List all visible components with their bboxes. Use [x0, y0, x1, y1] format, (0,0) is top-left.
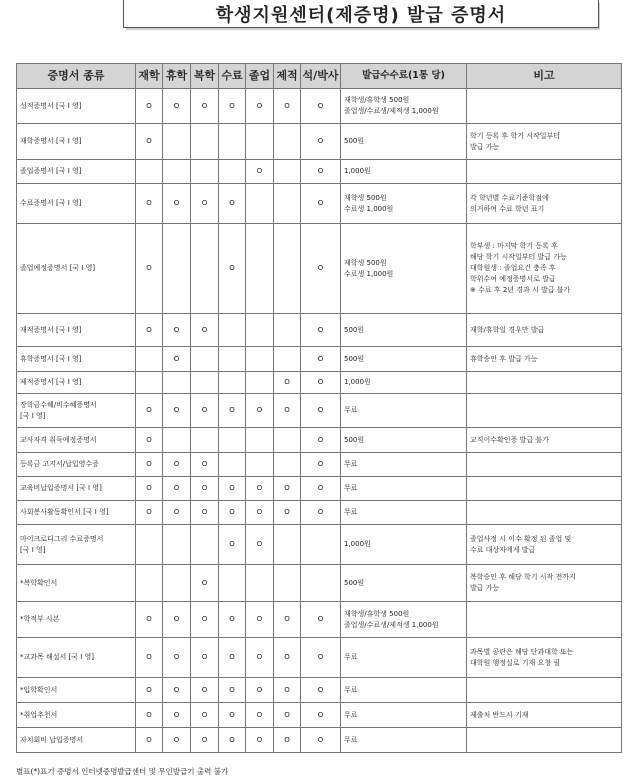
header-enrolled: 재학 — [136, 64, 163, 89]
mark-cell-completion: O — [219, 184, 246, 224]
mark-cell-graduate: O — [246, 160, 274, 184]
mark-cell-enrolled: O — [136, 477, 163, 501]
note-cell: 학기 등록 후 학기 시작일부터 발급 가능 — [467, 124, 622, 160]
cert-name-cell: 졸업예정증명서 [국 I 영] — [17, 224, 136, 314]
mark-cell-completion — [219, 314, 246, 347]
mark-cell-completion: O — [219, 703, 246, 728]
fee-cell: 재학생 500원 수료생 1,000원 — [341, 184, 467, 224]
mark-cell-leave — [163, 124, 191, 160]
cert-name-cell: 교육비납입증명서 [국 I 영] — [17, 477, 136, 501]
note-cell: 교직이수확인증 발급 불가 — [467, 428, 622, 453]
table-row — [17, 160, 622, 184]
mark-cell-masters-phd: O — [301, 372, 341, 394]
cert-name-cell: 제적증명서 [국 I 영] — [17, 372, 136, 394]
table-row — [17, 89, 622, 124]
mark-cell-completion — [219, 453, 246, 477]
mark-cell-expelled: O — [274, 728, 301, 753]
mark-cell-graduate — [246, 453, 274, 477]
mark-cell-masters-phd: O — [301, 160, 341, 184]
table-row — [17, 728, 622, 753]
mark-cell-leave: O — [163, 638, 191, 678]
mark-cell-expelled: O — [274, 703, 301, 728]
note-cell — [467, 728, 622, 753]
cert-name-cell: *교과목 해설서 [국 I 영] — [17, 638, 136, 678]
mark-cell-return: O — [191, 89, 219, 124]
mark-cell-enrolled: O — [136, 184, 163, 224]
cert-name-cell: 자치회비 납입증명서 — [17, 728, 136, 753]
mark-cell-completion — [219, 565, 246, 602]
mark-cell-expelled — [274, 428, 301, 453]
mark-cell-leave: O — [163, 728, 191, 753]
mark-cell-leave: O — [163, 703, 191, 728]
note-cell: 과목별 공란은 해당 단과대학 또는 대학원 행정실로 기재 요청 필 — [467, 638, 622, 678]
mark-cell-completion: O — [219, 224, 246, 314]
fee-cell: 500원 — [341, 428, 467, 453]
mark-cell-completion: O — [219, 501, 246, 525]
mark-cell-graduate — [246, 224, 274, 314]
mark-cell-completion: O — [219, 394, 246, 428]
mark-cell-enrolled — [136, 160, 163, 184]
header-return: 복학 — [191, 64, 219, 89]
mark-cell-leave: O — [163, 347, 191, 372]
mark-cell-leave: O — [163, 678, 191, 703]
mark-cell-return: O — [191, 728, 219, 753]
mark-cell-graduate — [246, 347, 274, 372]
mark-cell-return — [191, 124, 219, 160]
mark-cell-return: O — [191, 501, 219, 525]
cert-name-cell: 휴학증명서 [국 I 영] — [17, 347, 136, 372]
mark-cell-completion: O — [219, 477, 246, 501]
fee-cell: 무료 — [341, 453, 467, 477]
mark-cell-leave — [163, 565, 191, 602]
cert-name-cell: 수료증명서 [국 I 영] — [17, 184, 136, 224]
mark-cell-return — [191, 347, 219, 372]
fee-cell: 무료 — [341, 477, 467, 501]
mark-cell-return: O — [191, 638, 219, 678]
mark-cell-expelled — [274, 224, 301, 314]
cert-name-cell: 등록금 고지서/납입영수증 — [17, 453, 136, 477]
note-cell: 학부생 : 마지막 학기 등록 후 해당 학기 시작일부터 발급 가능 대학원생 : 졸업요건 충족 후 학위수여 예정증명서로 발급 ※ 수료 후 2년 경과 시 발급 불가 — [467, 224, 622, 314]
mark-cell-completion: O — [219, 678, 246, 703]
note-cell: 졸업사정 시 이수 확정 된 졸업 및 수료 대상자에게 발급 — [467, 525, 622, 565]
fee-cell: 무료 — [341, 703, 467, 728]
mark-cell-completion: O — [219, 525, 246, 565]
header-graduate: 졸업 — [246, 64, 274, 89]
mark-cell-expelled — [274, 525, 301, 565]
mark-cell-enrolled: O — [136, 224, 163, 314]
note-cell — [467, 372, 622, 394]
note-cell — [467, 394, 622, 428]
mark-cell-expelled — [274, 565, 301, 602]
fee-cell: 재학생/휴학생 500원 졸업생/수료생/제적생 1,000원 — [341, 89, 467, 124]
table-row — [17, 477, 622, 501]
footnote: 별표(*)표기 증명서 인터넷증명발급센터 및 무인발급기 출력 불가 — [16, 767, 229, 776]
mark-cell-expelled — [274, 347, 301, 372]
mark-cell-expelled — [274, 160, 301, 184]
mark-cell-masters-phd: O — [301, 453, 341, 477]
cert-name-cell: 성적증명서 [국 I 영] — [17, 89, 136, 124]
note-cell: 복학승인 후 해당 학기 시작 전까지 발급 가능 — [467, 565, 622, 602]
note-cell: 각 학년별 수료기준학점에 의거하여 수료 학년 표기 — [467, 184, 622, 224]
mark-cell-enrolled: O — [136, 638, 163, 678]
table-row — [17, 678, 622, 703]
cert-name-cell: 사회봉사활동확인서 [국 I 영] — [17, 501, 136, 525]
fee-cell: 1,000원 — [341, 160, 467, 184]
fee-cell: 1,000원 — [341, 372, 467, 394]
mark-cell-return: O — [191, 394, 219, 428]
table-header-row — [17, 64, 622, 89]
mark-cell-leave — [163, 372, 191, 394]
mark-cell-return — [191, 160, 219, 184]
mark-cell-completion — [219, 124, 246, 160]
mark-cell-expelled: O — [274, 501, 301, 525]
mark-cell-completion: O — [219, 89, 246, 124]
mark-cell-expelled: O — [274, 638, 301, 678]
mark-cell-masters-phd: O — [301, 428, 341, 453]
fee-cell: 500원 — [341, 347, 467, 372]
table-row — [17, 602, 622, 638]
header-masters-phd: 석/박사 — [301, 64, 341, 89]
cert-name-cell: 교사자격 취득예정증명서 — [17, 428, 136, 453]
mark-cell-enrolled — [136, 347, 163, 372]
fee-cell: 재학생 500원 수료생 1,000원 — [341, 224, 467, 314]
mark-cell-leave: O — [163, 501, 191, 525]
mark-cell-leave: O — [163, 602, 191, 638]
fee-cell: 500원 — [341, 314, 467, 347]
mark-cell-masters-phd — [301, 565, 341, 602]
mark-cell-graduate: O — [246, 89, 274, 124]
cert-name-cell: *복학확인서 — [17, 565, 136, 602]
table-row — [17, 565, 622, 602]
mark-cell-enrolled: O — [136, 678, 163, 703]
mark-cell-enrolled: O — [136, 314, 163, 347]
fee-cell: 무료 — [341, 638, 467, 678]
note-cell — [467, 501, 622, 525]
mark-cell-masters-phd: O — [301, 394, 341, 428]
table-row — [17, 224, 622, 314]
mark-cell-return: O — [191, 184, 219, 224]
mark-cell-masters-phd: O — [301, 602, 341, 638]
cert-name-cell: 재학증명서 [국 I 영] — [17, 124, 136, 160]
fee-cell: 무료 — [341, 501, 467, 525]
mark-cell-graduate: O — [246, 638, 274, 678]
mark-cell-masters-phd: O — [301, 224, 341, 314]
mark-cell-return: O — [191, 314, 219, 347]
mark-cell-graduate: O — [246, 602, 274, 638]
header-expelled: 제적 — [274, 64, 301, 89]
mark-cell-completion — [219, 372, 246, 394]
mark-cell-masters-phd: O — [301, 678, 341, 703]
mark-cell-return — [191, 372, 219, 394]
table-row — [17, 453, 622, 477]
mark-cell-enrolled: O — [136, 602, 163, 638]
note-cell: 휴학승인 후 발급 가능 — [467, 347, 622, 372]
mark-cell-masters-phd: O — [301, 703, 341, 728]
mark-cell-expelled: O — [274, 602, 301, 638]
table-row — [17, 124, 622, 160]
mark-cell-graduate — [246, 124, 274, 160]
mark-cell-graduate: O — [246, 678, 274, 703]
mark-cell-leave: O — [163, 453, 191, 477]
mark-cell-completion — [219, 347, 246, 372]
mark-cell-completion: O — [219, 638, 246, 678]
mark-cell-return — [191, 525, 219, 565]
mark-cell-graduate: O — [246, 394, 274, 428]
header-leave: 휴학 — [163, 64, 191, 89]
mark-cell-graduate — [246, 314, 274, 347]
fee-cell: 무료 — [341, 678, 467, 703]
mark-cell-masters-phd: O — [301, 638, 341, 678]
mark-cell-return: O — [191, 678, 219, 703]
mark-cell-enrolled: O — [136, 394, 163, 428]
mark-cell-enrolled: O — [136, 501, 163, 525]
certificate-table — [16, 63, 622, 753]
note-cell — [467, 678, 622, 703]
table-row — [17, 372, 622, 394]
mark-cell-leave: O — [163, 184, 191, 224]
note-cell — [467, 602, 622, 638]
mark-cell-masters-phd — [301, 525, 341, 565]
mark-cell-leave — [163, 428, 191, 453]
mark-cell-masters-phd: O — [301, 89, 341, 124]
mark-cell-graduate — [246, 372, 274, 394]
cert-name-cell: *학적부 사본 — [17, 602, 136, 638]
fee-cell: 무료 — [341, 394, 467, 428]
mark-cell-return: O — [191, 602, 219, 638]
mark-cell-leave: O — [163, 394, 191, 428]
note-cell — [467, 89, 622, 124]
table-row — [17, 314, 622, 347]
mark-cell-expelled — [274, 184, 301, 224]
table-row — [17, 428, 622, 453]
mark-cell-masters-phd: O — [301, 501, 341, 525]
mark-cell-enrolled: O — [136, 703, 163, 728]
mark-cell-graduate: O — [246, 477, 274, 501]
table-body — [17, 89, 622, 753]
fee-cell: 500원 — [341, 565, 467, 602]
mark-cell-expelled: O — [274, 372, 301, 394]
mark-cell-leave — [163, 160, 191, 184]
header-completion: 수료 — [219, 64, 246, 89]
mark-cell-expelled: O — [274, 394, 301, 428]
mark-cell-return: O — [191, 477, 219, 501]
table-row — [17, 638, 622, 678]
mark-cell-enrolled — [136, 372, 163, 394]
mark-cell-masters-phd: O — [301, 314, 341, 347]
mark-cell-graduate — [246, 565, 274, 602]
fee-cell: 무료 — [341, 728, 467, 753]
page-title: 학생지원센터(제증명) 발급 증명서 — [215, 4, 507, 26]
mark-cell-leave: O — [163, 314, 191, 347]
mark-cell-masters-phd: O — [301, 477, 341, 501]
header-cert-type: 증명서 종류 — [17, 64, 136, 89]
mark-cell-leave — [163, 224, 191, 314]
header-note: 비고 — [467, 64, 622, 89]
mark-cell-leave — [163, 525, 191, 565]
header-fee: 발급수수료(1통 당) — [341, 64, 467, 89]
mark-cell-expelled — [274, 453, 301, 477]
mark-cell-graduate: O — [246, 703, 274, 728]
mark-cell-enrolled — [136, 525, 163, 565]
table-row — [17, 184, 622, 224]
mark-cell-expelled — [274, 124, 301, 160]
mark-cell-enrolled: O — [136, 453, 163, 477]
mark-cell-enrolled: O — [136, 728, 163, 753]
mark-cell-completion: O — [219, 728, 246, 753]
mark-cell-masters-phd: O — [301, 347, 341, 372]
table-row — [17, 703, 622, 728]
note-cell — [467, 477, 622, 501]
cert-name-cell: *취업추천서 — [17, 703, 136, 728]
mark-cell-completion — [219, 160, 246, 184]
title-box — [123, 0, 599, 28]
mark-cell-leave: O — [163, 477, 191, 501]
note-cell: 제출처 반드시 기재 — [467, 703, 622, 728]
mark-cell-return: O — [191, 565, 219, 602]
mark-cell-enrolled: O — [136, 124, 163, 160]
mark-cell-return — [191, 428, 219, 453]
mark-cell-return: O — [191, 453, 219, 477]
note-cell: 재학/휴학일 경우만 발급 — [467, 314, 622, 347]
cert-name-cell: 마이크로디그리 수료증명서 [국 I 영] — [17, 525, 136, 565]
mark-cell-masters-phd: O — [301, 124, 341, 160]
cert-name-cell: 장학금수혜/비수혜증명서 [국 I 영] — [17, 394, 136, 428]
cert-name-cell: *입학확인서 — [17, 678, 136, 703]
mark-cell-expelled: O — [274, 678, 301, 703]
mark-cell-completion — [219, 428, 246, 453]
mark-cell-enrolled — [136, 565, 163, 602]
table-row — [17, 501, 622, 525]
mark-cell-graduate: O — [246, 501, 274, 525]
mark-cell-completion: O — [219, 602, 246, 638]
fee-cell: 500원 — [341, 124, 467, 160]
mark-cell-enrolled: O — [136, 428, 163, 453]
table-row — [17, 347, 622, 372]
cert-name-cell: 졸업증명서 [국 I 영] — [17, 160, 136, 184]
note-cell — [467, 160, 622, 184]
mark-cell-masters-phd: O — [301, 184, 341, 224]
note-cell — [467, 453, 622, 477]
mark-cell-expelled — [274, 314, 301, 347]
mark-cell-expelled: O — [274, 89, 301, 124]
mark-cell-graduate: O — [246, 728, 274, 753]
mark-cell-masters-phd: O — [301, 728, 341, 753]
fee-cell: 1,000원 — [341, 525, 467, 565]
table-row — [17, 525, 622, 565]
table-row — [17, 394, 622, 428]
cert-name-cell: 재적증명서 [국 I 영] — [17, 314, 136, 347]
fee-cell: 재학생/휴학생 500원 졸업생/수료생/제적생 1,000원 — [341, 602, 467, 638]
mark-cell-expelled: O — [274, 477, 301, 501]
mark-cell-return: O — [191, 703, 219, 728]
mark-cell-graduate — [246, 184, 274, 224]
mark-cell-graduate — [246, 428, 274, 453]
mark-cell-leave: O — [163, 89, 191, 124]
mark-cell-return — [191, 224, 219, 314]
mark-cell-enrolled: O — [136, 89, 163, 124]
mark-cell-graduate: O — [246, 525, 274, 565]
